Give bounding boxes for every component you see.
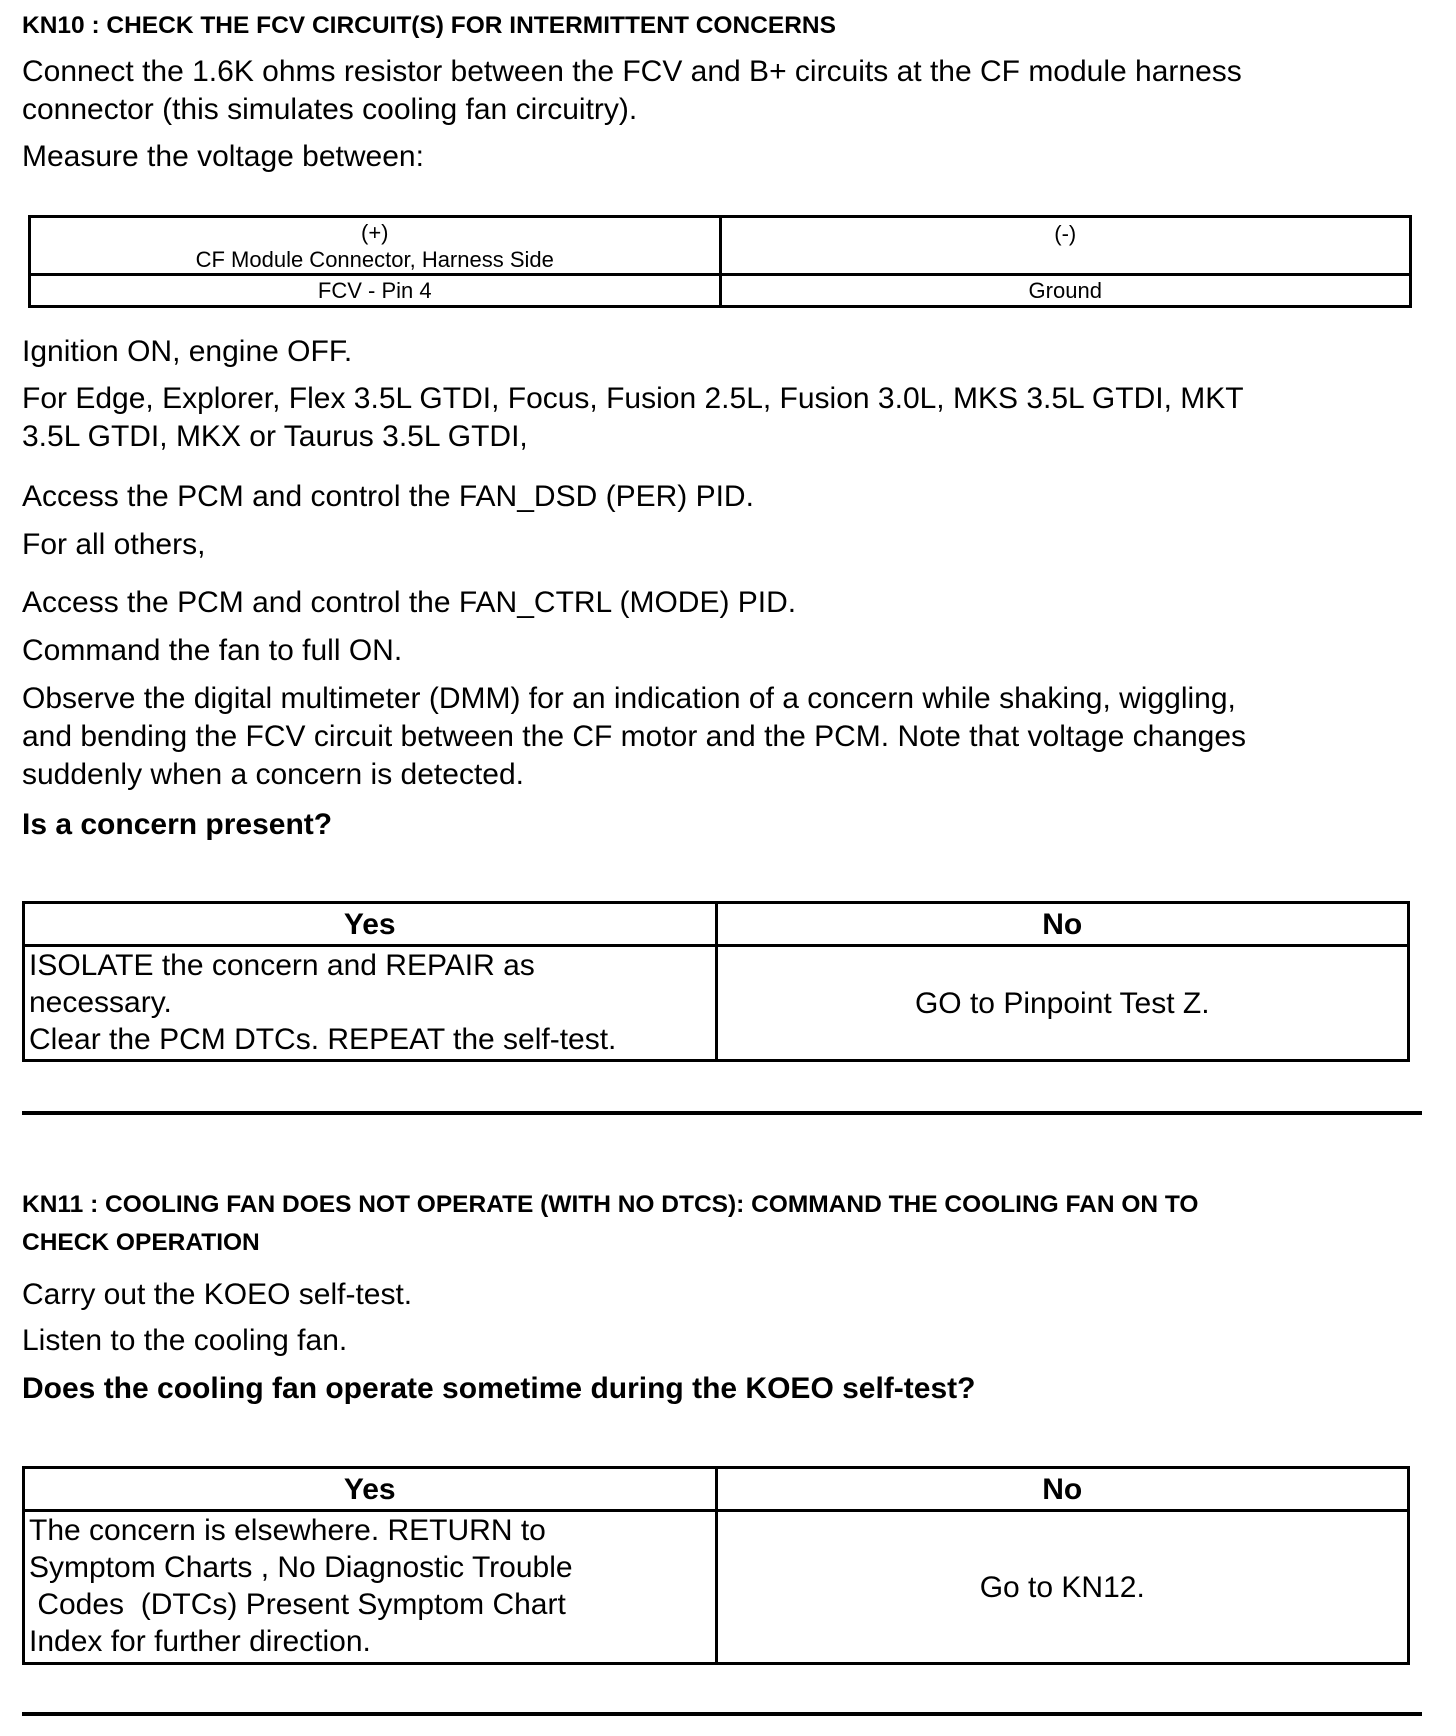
kn11-result-table [22,1466,1410,1665]
kn10-observe-step [22,680,1422,794]
negative-header: (-) [1054,221,1077,246]
text-line: Codes (DTCs) Present Symptom Chart [29,1588,566,1621]
no-header: No [716,1468,1409,1511]
kn11-heading [22,1186,1198,1262]
measurement-table [28,215,1412,308]
text-line: The concern is elsewhere. RETURN to [29,1514,546,1547]
text-line: Symptom Charts , No Diagnostic Trouble [29,1551,573,1584]
kn10-result-table [22,901,1410,1062]
yes-header: Yes [24,903,717,946]
negative-header-cell [720,217,1411,275]
negative-value-cell: Ground [720,275,1411,307]
text-line: CHECK OPERATION [22,1229,260,1256]
text-line: and bending the FCV circuit between the CF motor and the PCM. Note that voltage changes [22,720,1247,753]
no-action-cell: GO to Pinpoint Test Z. [716,946,1409,1061]
kn11-step-1: Carry out the KOEO self-test. [22,1278,413,1311]
text-line: KN11 : COOLING FAN DOES NOT OPERATE (WITH NO DTCS): COMMAND THE COOLING FAN ON TO [22,1191,1199,1218]
kn10-access-step-1: Access the PCM and control the FAN_DSD (PER) PID. [22,480,754,513]
kn10-ignition-step: Ignition ON, engine OFF. [22,335,353,368]
no-action-cell: Go to KN12. [716,1511,1409,1664]
text-line: Index for further direction. [29,1625,371,1658]
text-line: necessary. [29,986,172,1019]
positive-value-cell: FCV - Pin 4 [30,275,721,307]
yes-action-cell [24,946,717,1061]
section-divider [22,1712,1422,1716]
text-line: ISOLATE the concern and REPAIR as [29,949,535,982]
kn10-question: Is a concern present? [22,808,333,841]
text-line: 3.5L GTDI, MKX or Taurus 3.5L GTDI, [22,420,528,453]
yes-action-cell [24,1511,717,1664]
text-line: Clear the PCM DTCs. REPEAT the self-test. [29,1023,617,1056]
kn10-measure-label: Measure the voltage between: [22,140,424,173]
positive-header: (+) [361,219,389,245]
kn10-for-all-others: For all others, [22,528,206,561]
positive-subheader: CF Module Connector, Harness Side [195,246,554,272]
text-line: connector (this simulates cooling fan circuitry). [22,93,638,126]
positive-header-cell [30,217,721,275]
text-line: Observe the digital multimeter (DMM) for an indication of a concern while shaking, wiggling, [22,682,1236,715]
kn10-access-step-2: Access the PCM and control the FAN_CTRL (MODE) PID. [22,586,797,619]
text-line: For Edge, Explorer, Flex 3.5L GTDI, Focus, Fusion 2.5L, Fusion 3.0L, MKS 3.5L GTDI, MKT [22,382,1244,415]
kn11-question: Does the cooling fan operate sometime during the KOEO self-test? [22,1372,976,1405]
kn10-vehicle-list [22,380,1422,456]
no-header: No [716,903,1409,946]
section-divider [22,1111,1422,1115]
kn11-step-2: Listen to the cooling fan. [22,1324,348,1357]
yes-header: Yes [24,1468,717,1511]
kn10-connect-instruction [22,53,1422,129]
text-line: suddenly when a concern is detected. [22,758,524,791]
kn10-heading: KN10 : CHECK THE FCV CIRCUIT(S) FOR INTERMITTENT CONCERNS [22,12,836,39]
kn10-command-step: Command the fan to full ON. [22,634,403,667]
text-line: Connect the 1.6K ohms resistor between the FCV and B+ circuits at the CF module harness [22,55,1242,88]
